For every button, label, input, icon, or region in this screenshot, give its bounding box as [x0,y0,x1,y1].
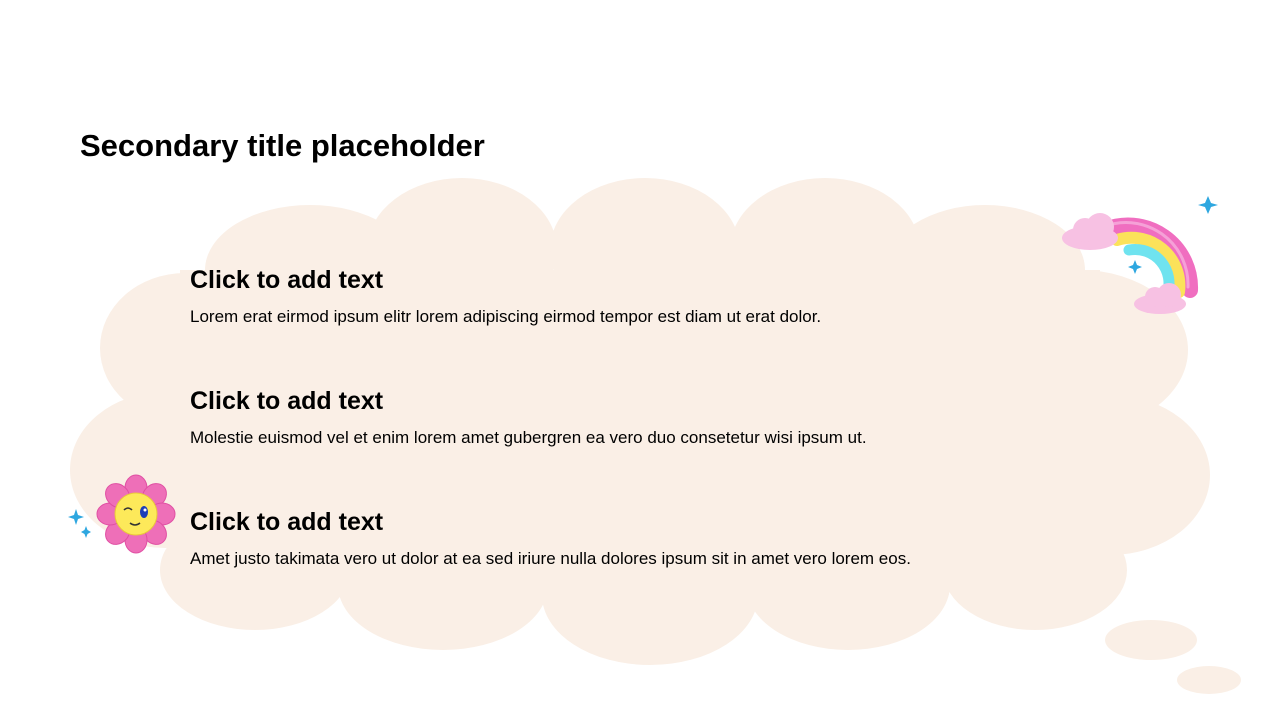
item-heading[interactable]: Click to add text [190,266,384,294]
flower-icon [62,470,182,560]
item-body[interactable]: Molestie euismod vel et enim lorem amet gubergren ea vero duo consetetur wisi ipsum ut. [190,428,867,447]
page-title[interactable]: Secondary title placeholder [80,128,485,163]
sparkle-icon [1128,260,1142,274]
item-body[interactable]: Lorem erat eirmod ipsum elitr lorem adipiscing eirmod tempor est diam ut erat dolor. [190,307,822,326]
sparkle-icon [68,509,84,525]
sparkle-icon [1198,196,1218,214]
item-body[interactable]: Amet justo takimata vero ut dolor at ea sed iriure nulla dolores ipsum sit in amet vero lorem eos. [190,549,911,568]
rainbow-icon [1055,180,1225,325]
sparkle-icon [81,526,91,538]
text-block-1 [190,265,1090,327]
text-block-3 [190,507,1090,569]
item-heading[interactable]: Click to add text [190,508,384,536]
item-heading[interactable]: Click to add text [190,387,384,415]
text-block-2 [190,386,1090,448]
